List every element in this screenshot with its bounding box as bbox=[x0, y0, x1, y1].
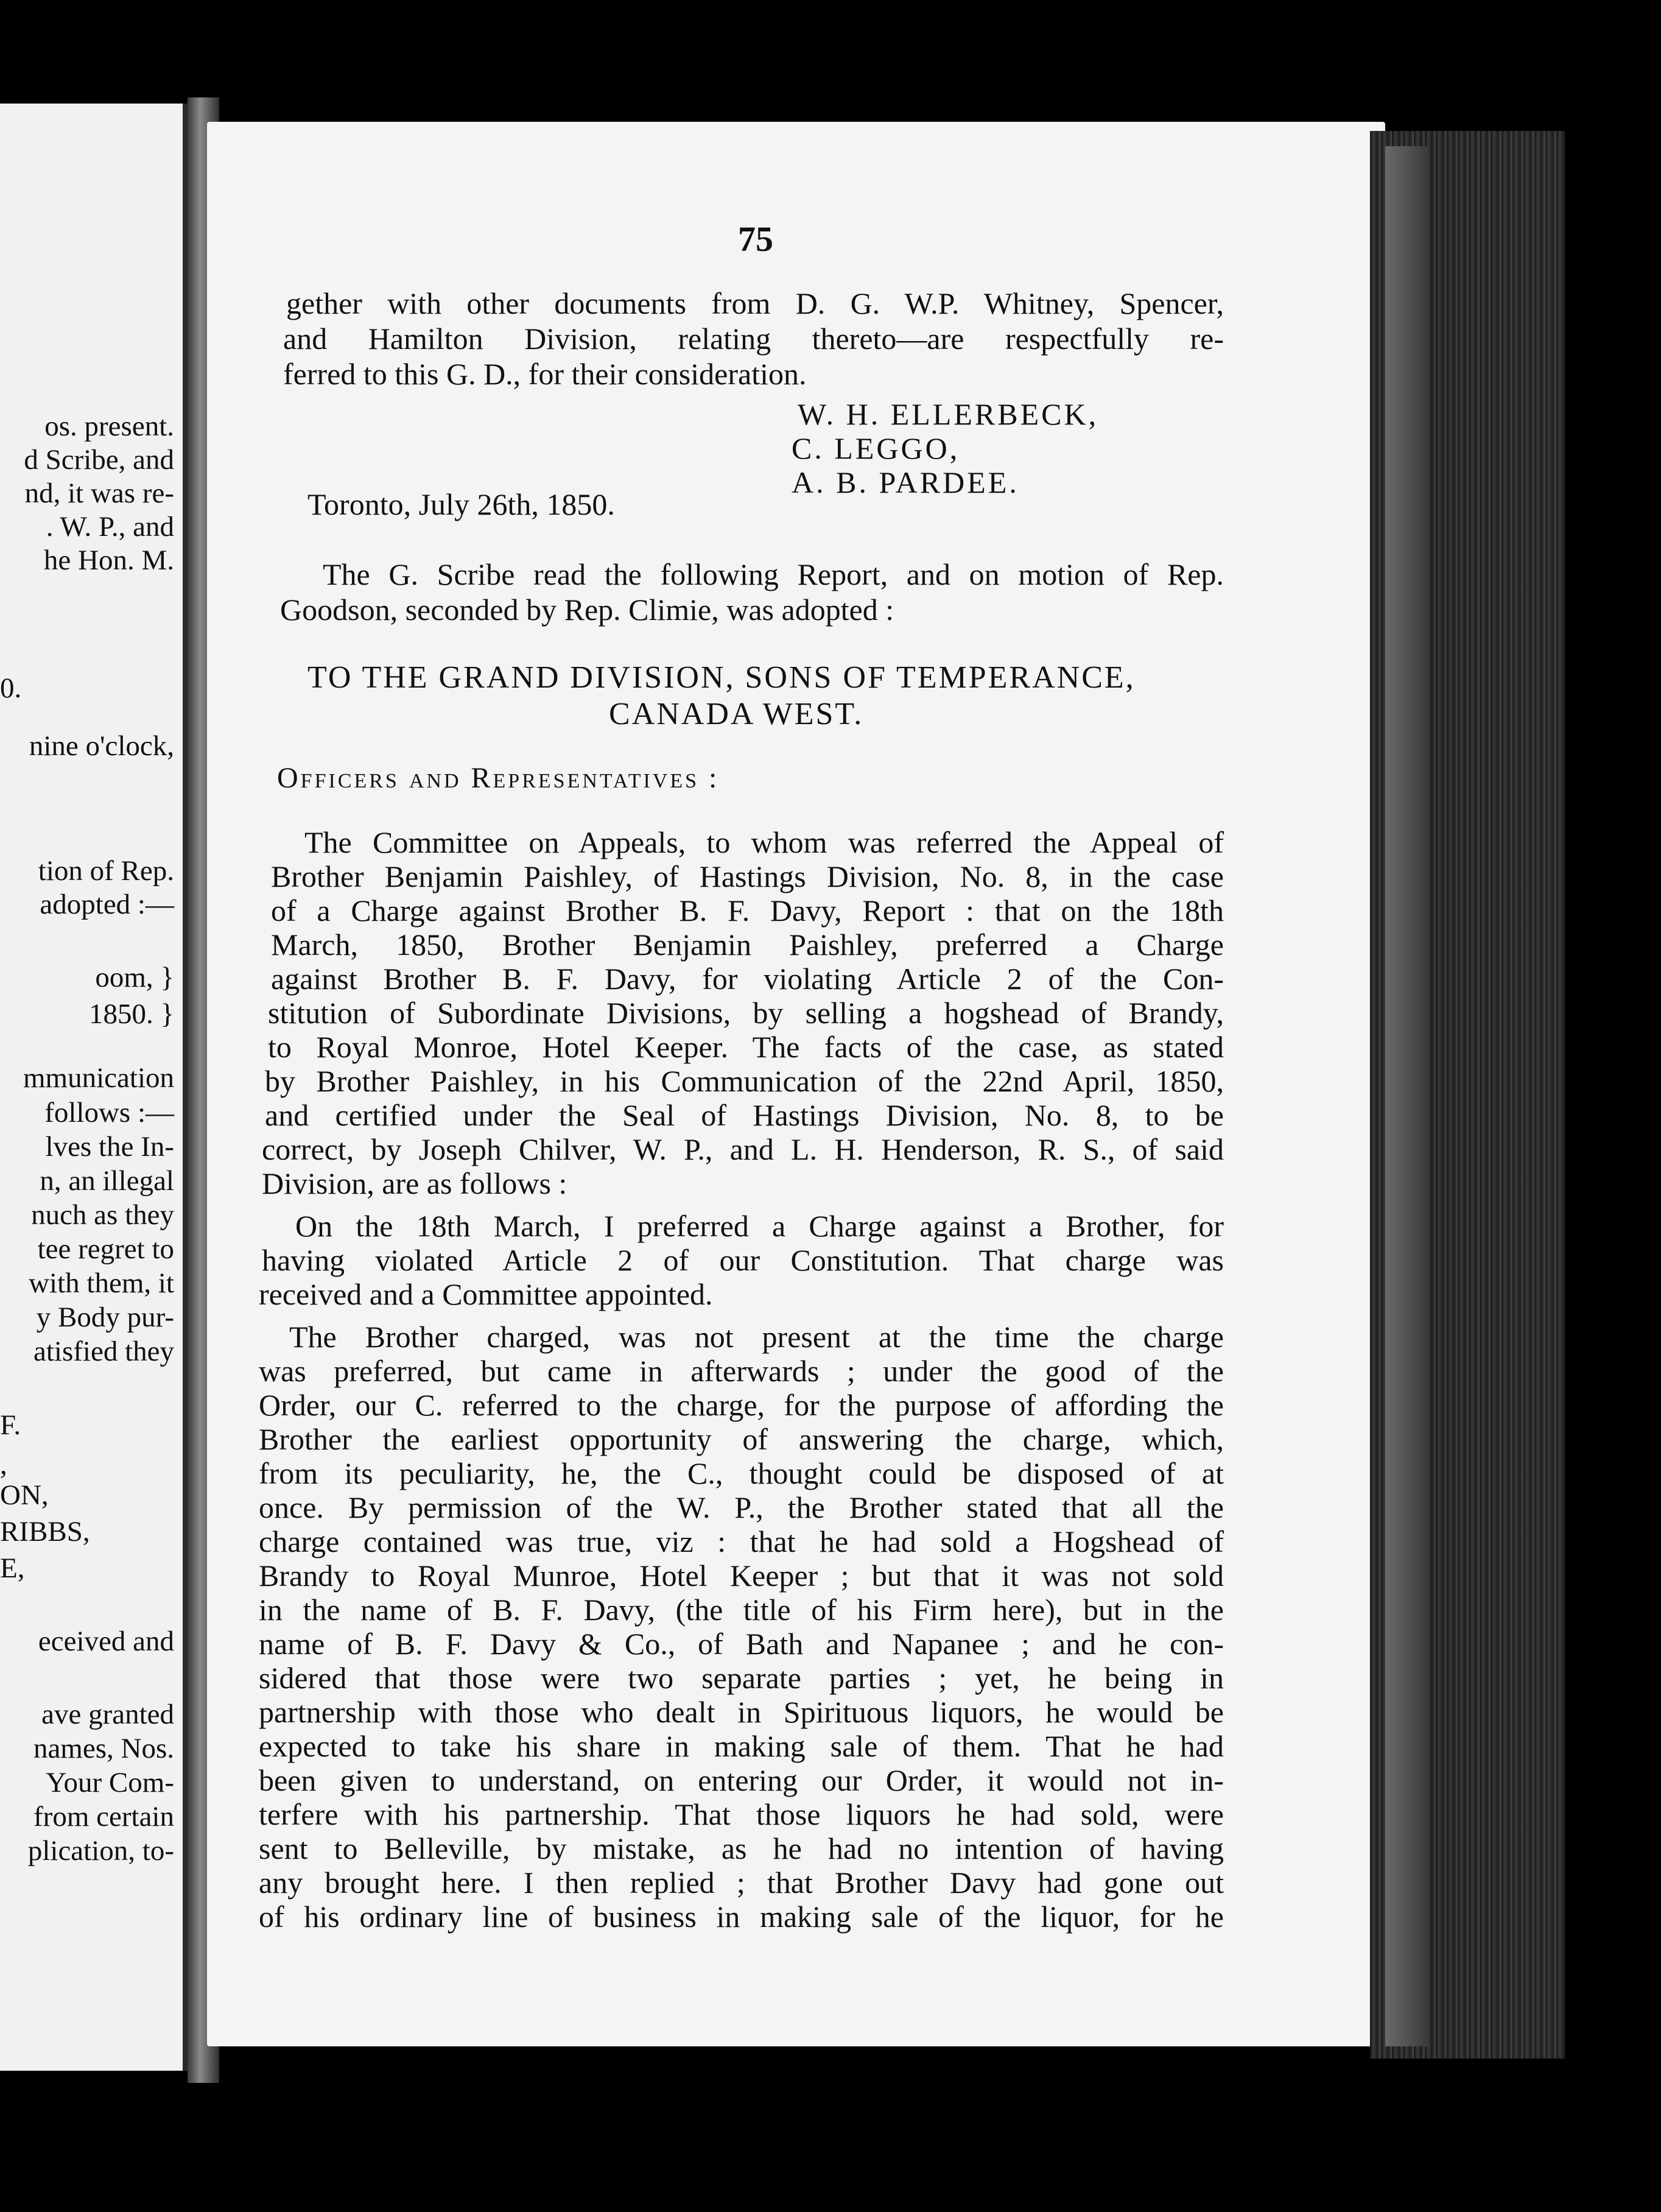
body-line: Brandy to Royal Munroe, Hotel Keeper ; but that it was not sold bbox=[259, 1559, 1224, 1593]
body-line: was preferred, but came in afterwards ; under the good of the bbox=[259, 1354, 1224, 1388]
left-line: atisfied they bbox=[33, 1336, 174, 1367]
signatory: C. LEGGO, bbox=[792, 431, 960, 465]
body-line: of a Charge against Brother B. F. Davy, Report : that on the 18th bbox=[271, 893, 1224, 928]
dateline: Toronto, July 26th, 1850. bbox=[307, 487, 615, 521]
body-line: having violated Article 2 of our Constitution. That charge was bbox=[262, 1243, 1224, 1277]
left-line: 0. bbox=[0, 672, 22, 704]
intro-line: and Hamilton Division, relating thereto—are respectfully re- bbox=[283, 322, 1224, 356]
motion-line: Goodson, seconded by Rep. Climie, was adopted : bbox=[280, 593, 894, 627]
body-line: from its peculiarity, he, the C., thought could be disposed of at bbox=[259, 1456, 1224, 1490]
body-line: and certified under the Seal of Hastings Division, No. 8, to be bbox=[265, 1098, 1224, 1132]
left-line: . W. P., and bbox=[46, 511, 174, 543]
left-line: nd, it was re- bbox=[24, 477, 174, 509]
left-line: os. present. bbox=[44, 410, 174, 442]
left-line: ave granted bbox=[41, 1699, 174, 1730]
body-line: been given to understand, on entering our Order, it would not in- bbox=[259, 1763, 1224, 1797]
report-heading: TO THE GRAND DIVISION, SONS OF TEMPERANCE, bbox=[307, 660, 1136, 695]
intro-line: gether with other documents from D. G. W.P. Whitney, Spencer, bbox=[286, 286, 1224, 320]
left-line: mmunication bbox=[23, 1062, 174, 1094]
left-line: tion of Rep. bbox=[38, 855, 174, 887]
left-line: d Scribe, and bbox=[24, 444, 174, 476]
body-line: Order, our C. referred to the charge, for the purpose of affording the bbox=[259, 1388, 1224, 1422]
left-line: plication, to- bbox=[27, 1835, 174, 1867]
signatory: W. H. ELLERBECK, bbox=[798, 397, 1099, 431]
left-line: eceived and bbox=[38, 1626, 174, 1657]
body-line: to Royal Monroe, Hotel Keeper. The facts of the case, as stated bbox=[268, 1030, 1224, 1064]
body-line: The Committee on Appeals, to whom was referred the Appeal of bbox=[304, 825, 1224, 859]
signatory: A. B. PARDEE. bbox=[792, 465, 1019, 499]
motion-line: The G. Scribe read the following Report, and on motion of Rep. bbox=[323, 557, 1224, 591]
body-line: stitution of Subordinate Divisions, by selling a hogshead of Brandy, bbox=[268, 996, 1224, 1030]
left-line: ON, bbox=[0, 1479, 49, 1511]
body-line: in the name of B. F. Davy, (the title of his Firm here), but in the bbox=[259, 1593, 1224, 1627]
left-line: names, Nos. bbox=[33, 1733, 174, 1764]
body-line: expected to take his share in making sale of them. That he had bbox=[259, 1729, 1224, 1763]
left-line: oom, } bbox=[95, 962, 174, 993]
left-line: F. bbox=[0, 1409, 21, 1441]
scan-border bbox=[201, 2095, 1614, 2119]
body-line: partnership with those who dealt in Spirituous liquors, he would be bbox=[259, 1695, 1224, 1729]
left-page bbox=[0, 104, 188, 2071]
body-line: The Brother charged, was not present at the time the charge bbox=[289, 1320, 1224, 1354]
salutation: Officers and Representatives : bbox=[277, 762, 720, 794]
body-line: Brother Benjamin Paishley, of Hastings Division, No. 8, in the case bbox=[271, 859, 1224, 893]
page-number: 75 bbox=[738, 219, 773, 259]
page-curl-shadow bbox=[1385, 146, 1428, 2046]
body-line: March, 1850, Brother Benjamin Paishley, preferred a Charge bbox=[271, 928, 1224, 962]
left-line: nine o'clock, bbox=[29, 730, 174, 762]
body-line: any brought here. I then replied ; that Brother Davy had gone out bbox=[259, 1865, 1224, 1900]
body-line: of his ordinary line of business in making sale of the liquor, for he bbox=[259, 1900, 1224, 1934]
intro-line: ferred to this G. D., for their consideration. bbox=[283, 357, 807, 391]
body-line: Division, are as follows : bbox=[262, 1166, 567, 1200]
body-line: sidered that those were two separate parties ; yet, he being in bbox=[259, 1661, 1224, 1695]
left-line: adopted :— bbox=[40, 889, 174, 920]
body-line: correct, by Joseph Chilver, W. P., and L. H. Henderson, R. S., of said bbox=[262, 1132, 1224, 1166]
left-line: with them, it bbox=[29, 1267, 174, 1299]
body-line: by Brother Paishley, in his Communication of the 22nd April, 1850, bbox=[265, 1064, 1224, 1098]
left-line: Your Com- bbox=[46, 1767, 174, 1798]
body-line: received and a Committee appointed. bbox=[259, 1277, 713, 1311]
left-line: n, an illegal bbox=[40, 1165, 174, 1197]
body-line: Brother the earliest opportunity of answering the charge, which, bbox=[259, 1422, 1224, 1456]
body-line: against Brother B. F. Davy, for violating Article 2 of the Con- bbox=[271, 962, 1224, 996]
body-line: sent to Belleville, by mistake, as he had no intention of having bbox=[259, 1831, 1224, 1865]
left-line: 1850. } bbox=[88, 998, 174, 1030]
left-line: follows :— bbox=[44, 1097, 174, 1129]
left-line: E, bbox=[0, 1552, 25, 1584]
left-line: , bbox=[0, 1449, 7, 1481]
body-line: terfere with his partnership. That those liquors he had sold, were bbox=[259, 1797, 1224, 1831]
left-line: tee regret to bbox=[37, 1233, 174, 1265]
left-line: nuch as they bbox=[31, 1199, 174, 1231]
body-line: On the 18th March, I preferred a Charge against a Brother, for bbox=[295, 1209, 1224, 1243]
left-line: from certain bbox=[33, 1801, 174, 1833]
report-heading: CANADA WEST. bbox=[609, 697, 864, 731]
left-line: lves the In- bbox=[45, 1131, 174, 1163]
body-line: name of B. F. Davy & Co., of Bath and Napanee ; and he con- bbox=[259, 1627, 1224, 1661]
body-line: once. By permission of the W. P., the Brother stated that all the bbox=[259, 1490, 1224, 1524]
left-line: he Hon. M. bbox=[43, 544, 174, 576]
left-line: RIBBS, bbox=[0, 1516, 90, 1548]
body-line: charge contained was true, viz : that he had sold a Hogshead of bbox=[259, 1524, 1224, 1559]
left-line: y Body pur- bbox=[36, 1301, 174, 1333]
